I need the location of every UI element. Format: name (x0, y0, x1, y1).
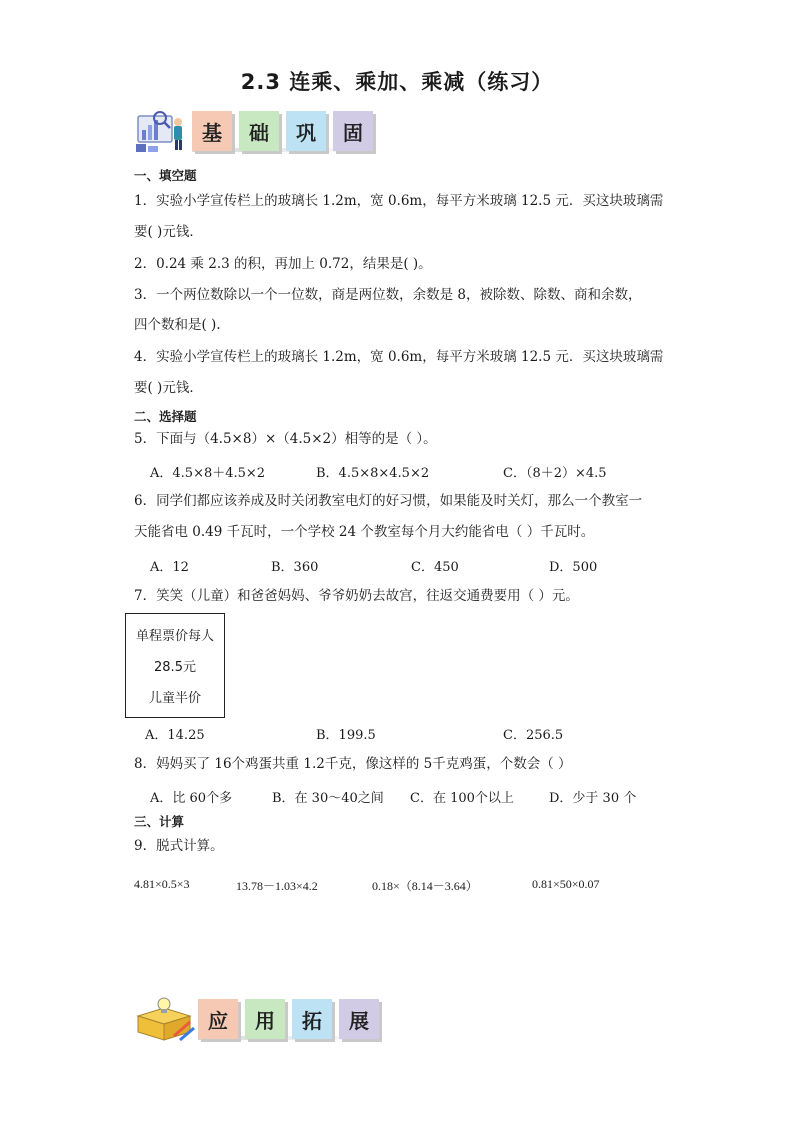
banner-tile-1 (198, 999, 238, 1039)
banner-tile-1 (192, 111, 232, 151)
banner-tile-text: 基 (202, 120, 222, 145)
banner-extend (134, 996, 394, 1042)
banner-tile-text: 巩 (296, 120, 316, 145)
q5-option-c: C．（8＋2）×4.5 (503, 466, 607, 481)
price-box-line1: 单程票价每人 (135, 629, 214, 644)
q3-line1: 3．一个两位数除以一个一位数，商是两位数，余数是 8，被除数、除数、商和余数， (134, 287, 642, 303)
analytics-person-icon (134, 108, 190, 154)
banner-basic (134, 108, 394, 154)
q7-option-b: B．199.5 (316, 728, 376, 743)
q2-line1: 2．0.24 乘 2.3 的积，再加上 0.72，结果是( )。 (134, 256, 432, 272)
calc-expr-4: 0.81×50×0.07 (532, 877, 600, 891)
banner-tile-4 (333, 111, 373, 151)
banner-tile-4 (339, 999, 379, 1039)
q6-line1: 6．同学们都应该养成及时关闭教室电灯的好习惯，如果能及时关灯，那么一个教室一 (134, 493, 643, 509)
section-choice-title: 二、选择题 (134, 409, 197, 424)
q6-option-a: A．12 (150, 560, 189, 575)
q7-option-a: A．14.25 (145, 728, 205, 743)
q8-option-b: B．在 30～40之间 (272, 791, 384, 806)
section-fill-title: 一、填空题 (134, 168, 197, 183)
q7-option-c: C．256.5 (503, 728, 564, 743)
page-title: 2.3 连乘、乘加、乘减（练习） (240, 70, 554, 94)
price-box-line2: 28.5元 (154, 660, 196, 675)
q7-stem: 7．笑笑（儿童）和爸爸妈妈、爷爷奶奶去故宫，往返交通费要用（ ）元。 (134, 588, 579, 604)
banner-tile-text: 应 (208, 1008, 228, 1033)
calc-expr-2: 13.78－1.03×4.2 (236, 879, 318, 893)
q8-option-a: A．比 60个多 (150, 791, 233, 806)
q8-option-d: D．少于 30 个 (549, 791, 637, 806)
q8-stem: 8．妈妈买了 16个鸡蛋共重 1.2千克，像这样的 5千克鸡蛋，个数会（ ） (134, 756, 572, 772)
q9-stem: 9．脱式计算。 (134, 838, 224, 854)
section-calc-title: 三、计算 (134, 814, 185, 829)
q8-option-c: C．在 100个以上 (410, 791, 514, 806)
calc-expr-3: 0.18×（8.14－3.64） (372, 879, 478, 893)
price-box-line3: 儿童半价 (148, 691, 201, 706)
banner-tile-text: 展 (349, 1008, 369, 1033)
q5-option-b: B．4.5×8×4.5×2 (316, 466, 430, 481)
calc-expr-1: 4.81×0.5×3 (134, 877, 190, 891)
banner-tile-text: 固 (343, 120, 363, 145)
q6-line2: 天能省电 0.49 千瓦时，一个学校 24 个教室每个月大约能省电（ ）千瓦时。 (134, 524, 595, 540)
q1-line1: 1．实验小学宣传栏上的玻璃长 1.2m，宽 0.6m，每平方米玻璃 12.5 元．买这块玻璃需 (134, 193, 664, 209)
lightbulb-box-icon (134, 996, 196, 1042)
banner-tile-2 (245, 999, 285, 1039)
banner-tile-text: 础 (249, 120, 269, 145)
q6-option-b: B．360 (271, 560, 319, 575)
ticket-price-box (125, 613, 225, 718)
q1-line2: 要( )元钱． (134, 224, 203, 240)
banner-tile-3 (286, 111, 326, 151)
q4-line1: 4．实验小学宣传栏上的玻璃长 1.2m，宽 0.6m，每平方米玻璃 12.5 元．买这块玻璃需 (134, 349, 664, 365)
banner-tile-3 (292, 999, 332, 1039)
q5-option-a: A．4.5×8＋4.5×2 (150, 466, 266, 481)
q3-line2: 四个数和是( ). (134, 317, 221, 333)
q6-option-d: D．500 (549, 560, 598, 575)
banner-tile-text: 拓 (302, 1008, 322, 1033)
q6-option-c: C．450 (411, 560, 459, 575)
banner-tile-text: 用 (255, 1008, 275, 1033)
q4-line2: 要( )元钱． (134, 380, 203, 396)
banner-tile-2 (239, 111, 279, 151)
q5-stem: 5．下面与（4.5×8）×（4.5×2）相等的是（ ）。 (134, 431, 437, 447)
